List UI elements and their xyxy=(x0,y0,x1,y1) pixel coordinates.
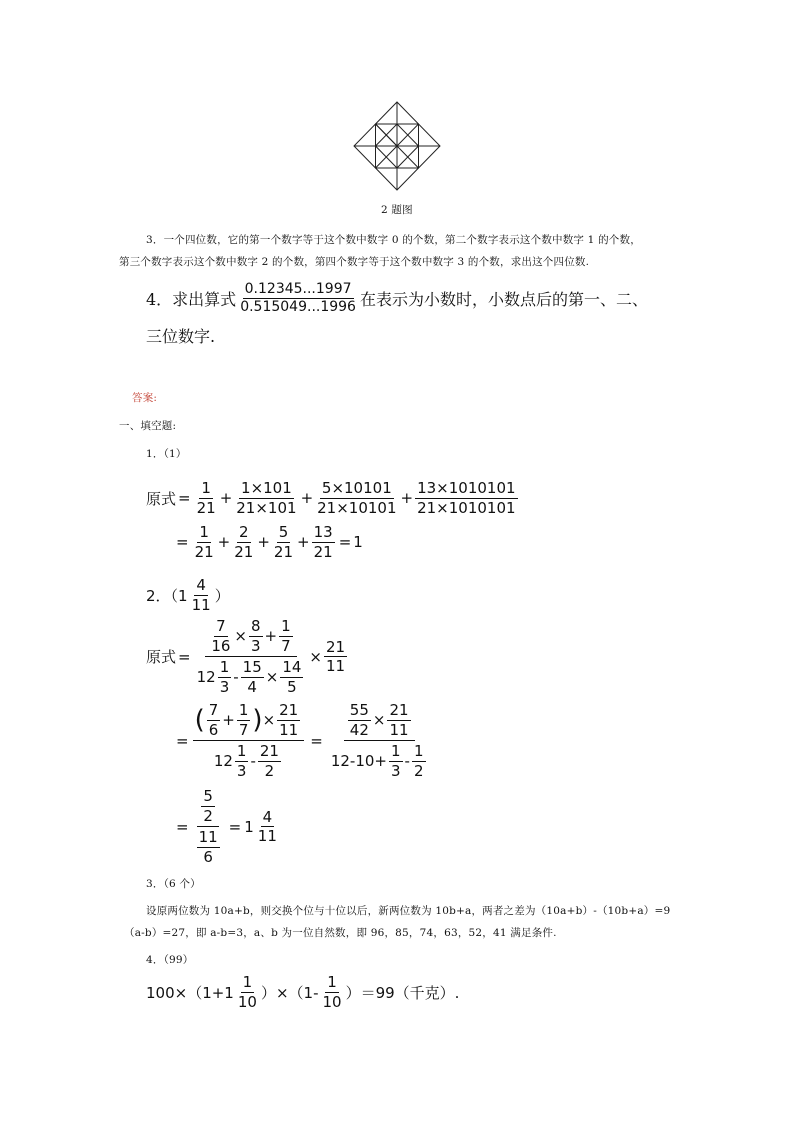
fraction: $\frac{4}{11}$ xyxy=(257,807,277,845)
fraction: $\frac{21}{11}$ xyxy=(326,637,346,675)
answer-2-label xyxy=(146,577,230,613)
equals-sign: = xyxy=(178,489,191,507)
plus-sign: + xyxy=(257,533,270,551)
fraction: $\frac{1}{21}$ xyxy=(194,523,214,561)
plus-sign: + xyxy=(219,489,233,507)
answer-2-equation-1 xyxy=(146,618,349,695)
answer-1-label: 1．（1） xyxy=(146,448,187,460)
figure-caption: 2 题图 xyxy=(381,204,413,216)
problem-4-prefix: 4．求出算式 xyxy=(146,290,237,310)
answer-1-equation-1 xyxy=(146,480,520,516)
problem-3-line-2: 第三个数字表示这个数中数字 2 的个数，第四个数字等于这个数中数字 3 的个数，求出这个四位数. xyxy=(119,256,590,268)
answer-1-equation-2 xyxy=(176,524,363,560)
complex-fraction: $\frac{55}{42}$ × $\frac{21}{11}$ 12 - 10 + $\frac{1}{3}$ - $\frac{1}{2}$ xyxy=(330,701,424,780)
answer-2-equation-2 xyxy=(176,702,432,779)
result-value: 1 xyxy=(353,533,363,551)
answer-4-label: 4．（99） xyxy=(146,954,194,966)
fraction: $\frac{5}{21}$ xyxy=(273,523,294,561)
answer-3-line-2: （a-b）=27，即 a-b=3，a、b 为一位自然数，即 96，85，74，63，52，41 满足条件. xyxy=(124,927,557,939)
equals-sign: = xyxy=(176,533,189,551)
fraction: $\frac{13\times 1010101}{21\times 1010101}$ xyxy=(417,479,516,517)
answer-4-equation xyxy=(146,974,459,1010)
plus-sign: + xyxy=(300,489,314,507)
plus-sign: + xyxy=(217,533,231,551)
diamond-figure xyxy=(352,100,442,192)
answer-3-label: 3．（6 个） xyxy=(146,878,201,890)
complex-fraction: $\frac{\frac{5}{2}}{\frac{11}{6}}$ xyxy=(198,787,218,866)
problem-3-line-1: 3．一个四位数，它的第一个数字等于这个数中数字 0 的个数，第二个数字表示这个数中数字 1 的个数， xyxy=(146,234,641,246)
problem-4-suffix: 在表示为小数时，小数点后的第一、二、 xyxy=(359,290,648,310)
answer-2-label-prefix: 2．（1 xyxy=(146,586,188,605)
fraction: $\frac{4}{11}$ xyxy=(191,576,211,614)
problem-4-denominator: 0.515049...1996 xyxy=(240,299,356,316)
lhs-label: 原式 xyxy=(146,648,177,666)
problem-4-line-1 xyxy=(146,282,648,316)
lhs-label: 原式 xyxy=(146,489,177,508)
plus-sign: + xyxy=(400,489,414,507)
fraction: $\frac{13}{21}$ xyxy=(313,523,333,561)
plus-sign: + xyxy=(297,533,310,551)
fraction: $\frac{1}{21}$ xyxy=(196,479,216,517)
expr-part-3: ）＝99（千克）. xyxy=(345,983,460,1002)
fraction: $\frac{5\times 10101}{21\times 10101}$ xyxy=(317,479,397,517)
fraction: $\frac{1\times 101}{21\times 101}$ xyxy=(236,479,297,517)
fraction: $\frac{2}{21}$ xyxy=(234,523,254,561)
times-sign: × xyxy=(309,647,322,666)
complex-fraction: ( $\frac{7}{6}$ + $\frac{1}{7}$ ) × $\frac{21}{11}$ 12 $\frac{1}{3}$ - $\frac{21}{2}$ xyxy=(193,702,305,779)
problem-4-fraction xyxy=(238,282,358,316)
complex-fraction: $\frac{7}{16}$ × $\frac{8}{3}$ + $\frac{1}{7}$ 12 $\frac{1}{3}$ - $\frac{15}{4}$ × $\frac{14}{5}$ xyxy=(196,617,302,696)
equals-sign: = xyxy=(228,817,242,836)
expr-part-2: ）×（1- xyxy=(260,983,319,1002)
equals-sign: = xyxy=(178,647,191,666)
answers-title: 答案: xyxy=(132,392,158,404)
equals-sign: = xyxy=(338,533,352,551)
expr-part-1: 100×（1+1 xyxy=(146,983,234,1002)
section-fill-blank: 一、填空题: xyxy=(119,420,177,432)
fraction: $\frac{1}{10}$ xyxy=(237,973,257,1011)
answer-2-equation-3 xyxy=(176,788,281,865)
equals-sign: = xyxy=(176,817,189,836)
equals-sign: = xyxy=(310,731,323,750)
fraction: $\frac{1}{10}$ xyxy=(322,973,342,1011)
equals-sign: = xyxy=(176,731,189,750)
problem-4-numerator: 0.12345...1997 xyxy=(243,282,354,299)
answer-3-line-1: 设原两位数为 10a+b，则交换个位与十位以后，新两位数为 10b+a，两者之差为（10a+b）-（10b+a）=9 xyxy=(146,905,671,917)
problem-4-line-2: 三位数字. xyxy=(146,327,216,346)
result-integer: 1 xyxy=(244,817,254,836)
answer-2-label-suffix: ） xyxy=(214,586,230,605)
